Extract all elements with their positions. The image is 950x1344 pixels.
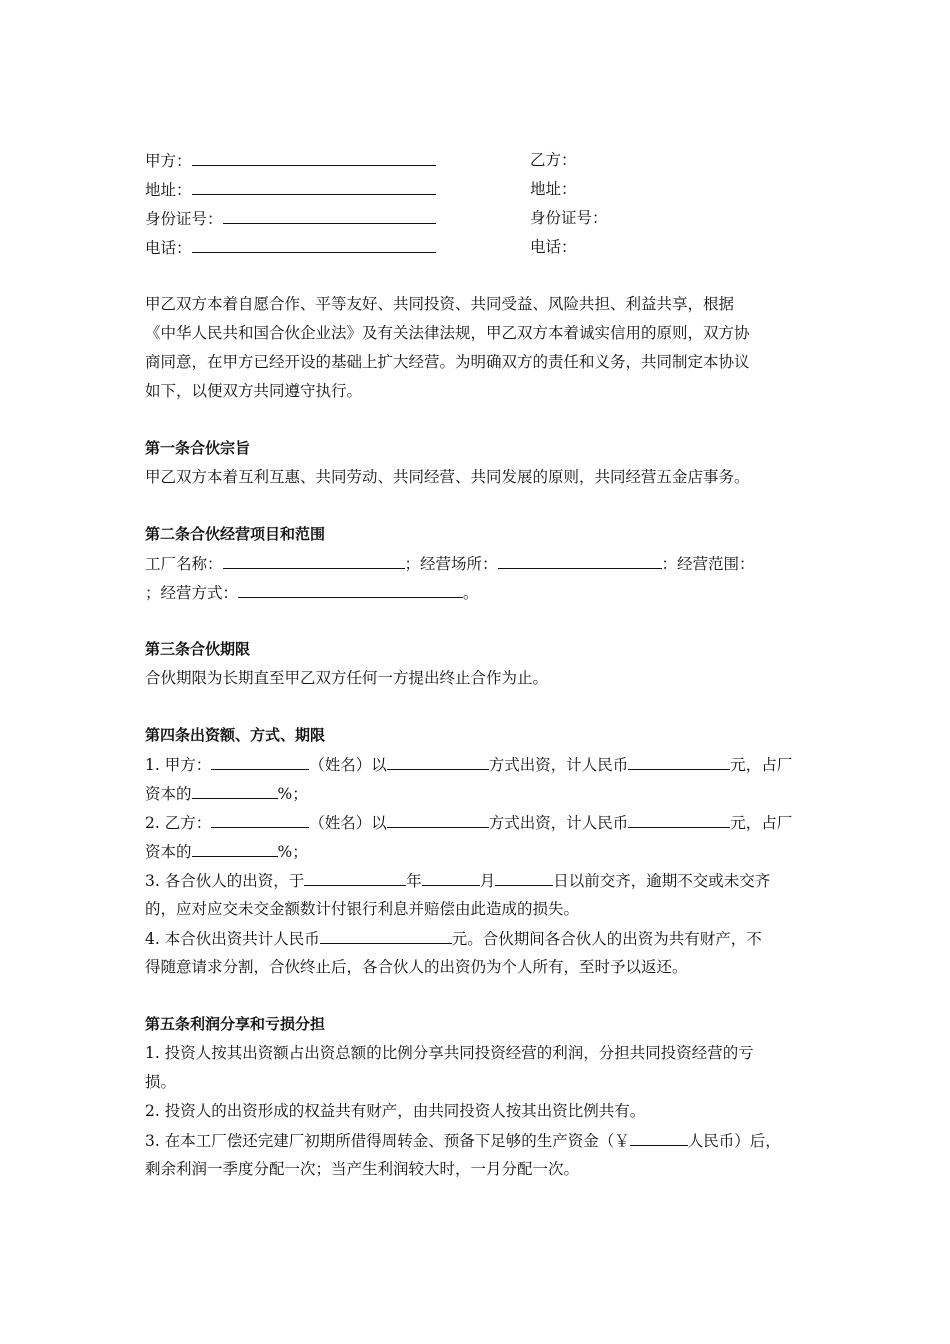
article-5-item-1-line-1: 1. 投资人按其出资额占出资总额的比例分享共同投资经营的利润，分担共同投资经营的亏 bbox=[145, 1044, 754, 1062]
party-a-method-blank[interactable] bbox=[387, 754, 489, 770]
article-4-item-1-line-1 bbox=[145, 754, 792, 775]
article-4-item-1-line-2 bbox=[145, 783, 308, 804]
article-1-text: 甲乙双方本着互利互惠、共同劳动、共同经营、共同发展的原则，共同经营五金店事务。 bbox=[145, 468, 750, 486]
article-4-item-4-line-2: 得随意请求分割，合伙终止后，各合伙人的出资仍为个人所有，至时予以返还。 bbox=[145, 958, 688, 976]
method-text: 方式出资，计人民币 bbox=[488, 814, 629, 832]
deadline-month-blank[interactable] bbox=[422, 870, 480, 886]
business-scope-label: ：经营范围： bbox=[661, 555, 755, 573]
yuan-share-text: 元，占厂 bbox=[730, 756, 793, 774]
party-a-percent-blank[interactable] bbox=[192, 783, 278, 799]
item-3-prefix: 3. 在本工厂偿还完建厂初期所借得周转金、预备下足够的生产资金（￥ bbox=[145, 1132, 630, 1150]
party-b-amount-blank[interactable] bbox=[628, 812, 730, 828]
article-4-title: 第四条出资额、方式、期限 bbox=[145, 726, 326, 744]
intro-line: 如下，以便双方共同遵守执行。 bbox=[145, 382, 363, 400]
article-4-item-2-line-2 bbox=[145, 841, 308, 862]
article-2-title: 第二条合伙经营项目和范围 bbox=[145, 525, 326, 543]
item-3-prefix: 3. 各合伙人的出资，于 bbox=[145, 872, 305, 890]
item-3-suffix: 人民币）后， bbox=[687, 1132, 781, 1150]
party-a-id-label: 身份证号： bbox=[145, 210, 223, 228]
party-b-name-label: 乙方： bbox=[530, 151, 577, 169]
name-hint: （姓名）以 bbox=[309, 756, 387, 774]
item-2-prefix: 2. 乙方： bbox=[145, 814, 212, 832]
article-2-line-1 bbox=[145, 553, 755, 574]
article-5-item-2: 2. 投资人的出资形成的权益共有财产，由共同投资人按其出资比例共有。 bbox=[145, 1102, 646, 1120]
party-a-name-label: 甲方： bbox=[145, 152, 192, 170]
article-5-title: 第五条利润分享和亏损分担 bbox=[145, 1015, 326, 1033]
article-2-line-2 bbox=[145, 582, 479, 603]
party-a-investor-name-blank[interactable] bbox=[211, 754, 309, 770]
article-5-item-1-line-2: 损。 bbox=[145, 1073, 177, 1091]
party-b-percent-blank[interactable] bbox=[192, 841, 278, 857]
article-1-title: 第一条合伙宗旨 bbox=[145, 439, 251, 457]
party-a-phone-row bbox=[145, 237, 436, 258]
reserve-funds-blank[interactable] bbox=[630, 1130, 688, 1146]
intro-line: 商同意，在甲方已经开设的基础上扩大经营。为明确双方的责任和义务，共同制定本协议 bbox=[145, 353, 750, 371]
business-site-label: ；经营场所： bbox=[404, 555, 498, 573]
party-a-name-row bbox=[145, 150, 436, 171]
party-a-phone-label: 电话： bbox=[145, 239, 192, 257]
percent-text: %； bbox=[277, 843, 308, 861]
deadline-year-blank[interactable] bbox=[304, 870, 406, 886]
deadline-day-blank[interactable] bbox=[495, 870, 553, 886]
yuan-share-text: 元，占厂 bbox=[730, 814, 793, 832]
method-text: 方式出资，计人民币 bbox=[488, 756, 629, 774]
article-4-item-3-line-2: 的，应对应交未交金额数计付银行利息并赔偿由此造成的损失。 bbox=[145, 900, 580, 918]
item-1-prefix: 1. 甲方： bbox=[145, 756, 212, 774]
party-a-id-blank[interactable] bbox=[223, 208, 436, 224]
party-a-phone-blank[interactable] bbox=[192, 237, 436, 253]
factory-name-blank[interactable] bbox=[223, 553, 405, 569]
business-site-blank[interactable] bbox=[498, 553, 662, 569]
business-mode-blank[interactable] bbox=[238, 582, 463, 598]
party-a-id-row bbox=[145, 208, 436, 229]
article-4-item-4-line-1 bbox=[145, 928, 762, 949]
percent-text: %； bbox=[277, 785, 308, 803]
intro-line: 《中华人民共和国合伙企业法》及有关法律法规，甲乙双方本着诚实信用的原则，双方协 bbox=[145, 324, 750, 342]
article-5-item-3-line-2: 剩余利润一季度分配一次；当产生利润较大时，一月分配一次。 bbox=[145, 1160, 580, 1178]
item-4-suffix: 元。合伙期间各合伙人的出资为共有财产，不 bbox=[451, 930, 762, 948]
party-b-address-label: 地址： bbox=[530, 180, 577, 198]
party-a-name-blank[interactable] bbox=[192, 150, 436, 166]
article-3-text: 合伙期限为长期直至甲乙双方任何一方提出终止合作为止。 bbox=[145, 669, 549, 687]
intro-line: 甲乙双方本着自愿合作、平等友好、共同投资、共同受益、风险共担、利益共享，根据 bbox=[145, 295, 735, 313]
year-text: 年 bbox=[406, 872, 422, 890]
party-b-phone-label: 电话： bbox=[530, 238, 577, 256]
article-5-item-3-line-1 bbox=[145, 1130, 781, 1151]
party-a-address-label: 地址： bbox=[145, 181, 192, 199]
business-mode-label: ；经营方式： bbox=[145, 584, 239, 602]
party-a-amount-blank[interactable] bbox=[628, 754, 730, 770]
party-b-investor-name-blank[interactable] bbox=[211, 812, 309, 828]
article-3-title: 第三条合伙期限 bbox=[145, 640, 251, 658]
article-2-end: 。 bbox=[463, 584, 479, 602]
party-a-address-row bbox=[145, 179, 436, 200]
party-b-id-label: 身份证号： bbox=[530, 209, 608, 227]
article-4-item-2-line-1 bbox=[145, 812, 792, 833]
party-a-address-blank[interactable] bbox=[192, 179, 436, 195]
capital-text: 资本的 bbox=[145, 843, 192, 861]
party-b-method-blank[interactable] bbox=[387, 812, 489, 828]
day-rest-text: 日以前交齐，逾期不交或未交齐 bbox=[553, 872, 771, 890]
total-capital-blank[interactable] bbox=[320, 928, 452, 944]
month-text: 月 bbox=[479, 872, 496, 890]
capital-text: 资本的 bbox=[145, 785, 192, 803]
article-4-item-3-line-1 bbox=[145, 870, 770, 891]
name-hint: （姓名）以 bbox=[309, 814, 387, 832]
factory-name-label: 工厂名称： bbox=[145, 555, 223, 573]
item-4-prefix: 4. 本合伙出资共计人民币 bbox=[145, 930, 320, 948]
